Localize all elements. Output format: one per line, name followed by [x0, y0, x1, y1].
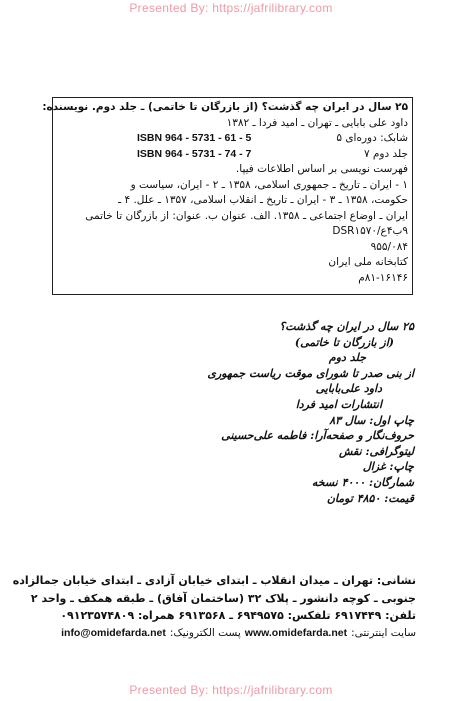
cip-subject-line: ۱ - ایران ـ تاریخ ـ جمهوری اسلامی، ۱۳۵۸ ـ ۲ - ایران، سیاست و	[130, 178, 408, 191]
watermark-top: Presented By: https://jafrilibrary.com	[129, 1, 333, 15]
cip-title-line: ۲۵ سال در ایران چه گذشت؟ (از بازرگان تا خاتمی) ـ جلد دوم. نویسنده:	[42, 101, 408, 113]
book-circulation: شمارگان: ۴۰۰۰ نسخه	[311, 475, 414, 489]
isbn-set-label: دوره‌ای ۵	[336, 132, 377, 144]
cip-library: کتابخانه ملی ایران	[328, 256, 408, 268]
cip-dewey: ۹۵۵/۰۸۴	[370, 240, 408, 253]
isbn-volume: ISBN 964 - 5731 - 74 - 7	[137, 147, 252, 160]
book-price: قیمت: ۴۸۵۰ تومان	[326, 491, 414, 505]
book-title: ۲۵ سال در ایران چه گذشت؟	[279, 320, 414, 333]
cip-classification: ۹ب۴ع/DSR۱۵۷۰	[332, 225, 408, 237]
book-subtitle: (از بازرگان تا خاتمی)	[294, 335, 394, 349]
isbn-set: ISBN 964 - 5731 - 61 - 5	[137, 132, 252, 144]
cip-subject-line: ایران ـ اوضاع اجتماعی ـ ۱۳۵۸. الف. عنوان ب. عنوان: از بازرگان تا خاتمی	[85, 209, 408, 222]
cip-fipa-note: فهرست نویسی بر اساس اطلاعات فیپا.	[235, 163, 408, 175]
address-line: جنوبی ـ کوچه دانشور ـ پلاک ۳۲ (ساختمان آفاق) ـ طبقه همکف ـ واحد ۲	[30, 591, 416, 605]
isbn-set-row	[57, 131, 408, 147]
book-typesetting: حروف‌نگار و صفحه‌آرا: فاطمه علی‌حسینی	[221, 429, 414, 443]
website-label: سایت اینترنتی:	[351, 626, 416, 639]
cip-subject-line: حکومت، ۱۳۵۸ ـ ۳ - ایران ـ تاریخ ـ انقلاب اسلامی، ۱۳۵۷ ـ علل. ۴ ـ	[118, 194, 408, 206]
isbn-volume-row	[57, 147, 408, 163]
phone-line: تلفن: ۶۹۱۷۴۴۹ تلفکس: ۶۹۴۹۵۷۵ ـ ۶۹۱۳۵۶۸ همراه: ۰۹۱۲۳۵۷۴۸۰۹	[60, 609, 416, 622]
book-volume-subtitle: از بنی صدر تا شورای موقت ریاست جمهوری	[207, 366, 414, 380]
book-lithography: لیتوگرافی: نقش	[338, 444, 414, 458]
book-publisher: انتشارات امید فردا	[295, 397, 382, 411]
book-edition: چاپ اول: سال ۸۳	[329, 413, 414, 427]
publisher-address	[12, 572, 416, 642]
book-volume: جلد دوم	[328, 351, 366, 365]
cip-record-number: ۸۱-۱۶۱۴۶م	[358, 271, 408, 284]
isbn-volume-label: جلد دوم ۷	[363, 147, 408, 160]
watermark-bottom: Presented By: https://jafrilibrary.com	[129, 683, 333, 697]
email-link[interactable]: info@omidefarda.net	[61, 626, 166, 639]
address-line: نشانی: تهران ـ میدان انقلاب ـ ابتدای خیابان آزادی ـ ابتدای خیابان جمالزاده	[12, 574, 416, 587]
website-link[interactable]: www.omidefarda.net	[244, 626, 348, 639]
web-contact-row	[48, 625, 416, 643]
cataloging-in-publication-box	[42, 97, 413, 295]
cip-author-line: داود علی بابایی ـ تهران ـ امید فردا ـ ۱۳۸۲	[226, 116, 408, 129]
book-printing: چاپ: غزال	[362, 460, 414, 474]
email-label: پست الکترونیک:	[169, 626, 241, 639]
book-colophon	[130, 319, 414, 506]
shabak-label: شابک: دوره‌ای ۵	[336, 132, 408, 144]
book-author: داود علی‌بابایی	[315, 382, 382, 396]
